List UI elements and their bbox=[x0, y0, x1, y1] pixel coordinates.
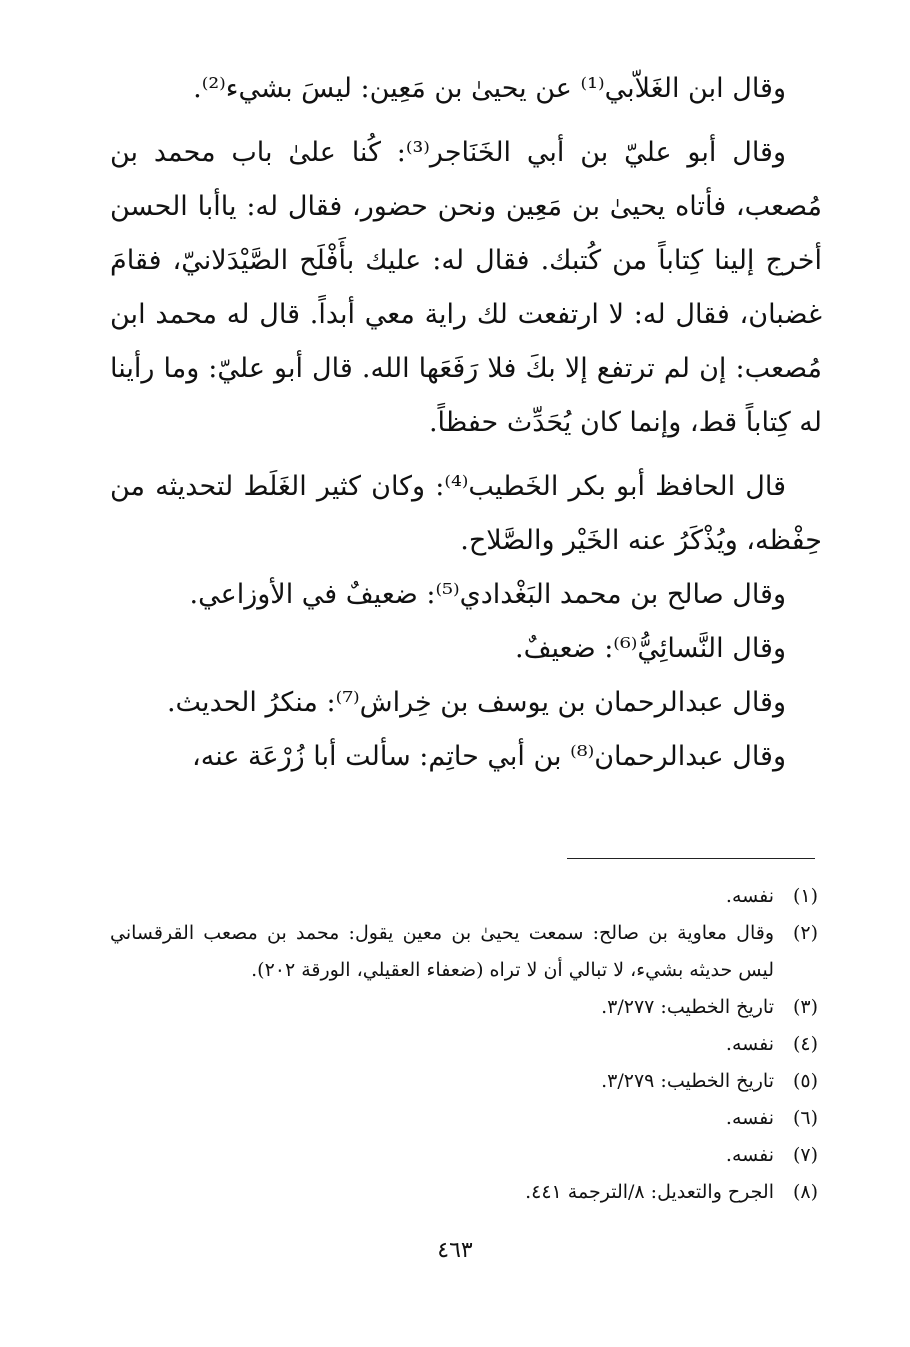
footnote-8 bbox=[110, 1174, 818, 1211]
paragraph-1: وقال ابن الغَلاّبي⁽¹⁾ عن يحيىٰ بن مَعِين: ليسَ بشيء⁽²⁾. bbox=[193, 73, 786, 104]
footnote-text: الجرح والتعديل: ٨/الترجمة ٤٤١. bbox=[525, 1181, 774, 1203]
paragraph-5: وقال النَّسائِيُّ⁽⁶⁾: ضعيفٌ. bbox=[515, 633, 786, 664]
paragraph-6: وقال عبدالرحمان بن يوسف بن خِراش⁽⁷⁾: منكرُ الحديث. bbox=[166, 687, 786, 718]
footnote-number: (٦) bbox=[792, 1107, 818, 1129]
footnote-2 bbox=[110, 915, 818, 989]
paragraph-4: وقال صالح بن محمد البَغْدادي⁽⁵⁾: ضعيفٌ في الأوزاعي. bbox=[189, 579, 786, 610]
footnote-text: وقال معاوية بن صالح: سمعت يحيىٰ بن معين يقول: محمد بن مصعب القرقساني ليس حديثه بشيء، لا تبالي أن لا تراه (ضعفاء العقيلي، الورقة ٢٠٢). bbox=[110, 922, 774, 981]
footnote-number: (٢) bbox=[792, 922, 818, 944]
footnote-number: (٨) bbox=[792, 1181, 818, 1203]
footnotes bbox=[110, 878, 818, 1211]
footnote-3 bbox=[110, 989, 818, 1026]
footnote-text: نفسه. bbox=[725, 1107, 774, 1129]
footnote-number: (١) bbox=[792, 885, 818, 907]
footnote-text: نفسه. bbox=[725, 1033, 774, 1055]
footnote-text: تاريخ الخطيب: ٣/٢٧٩. bbox=[601, 1070, 774, 1092]
paragraph-2: وقال أبو عليّ بن أبي الخَنَاجر⁽³⁾: كُنا علىٰ باب محمد بن مُصعب، فأتاه يحيىٰ بن مَعِين ونحن حضور، فقال له: ياأبا الحسن أخرج إلينا كِتاباً من كُتبك. فقال له: عليك بأَفْلَح الصَّيْدَلانيّ، فقامَ غضبان، فقال له: لا ارتفعت لك راية معي أبداً. قال له محمد ابن مُصعب: إن لم ترتفع إلا بكَ فلا رَفَعَها الله. قال أبو عليّ: وما رأينا له كِتاباً قط، وإنما كان يُحَدِّث حفظاً. bbox=[110, 137, 822, 438]
main-text bbox=[110, 62, 822, 784]
footnote-text: نفسه. bbox=[725, 1144, 774, 1166]
footnote-text: نفسه. bbox=[725, 885, 774, 907]
footnote-number: (٣) bbox=[792, 996, 818, 1018]
footnote-number: (٤) bbox=[792, 1033, 818, 1055]
footnote-text: تاريخ الخطيب: ٣/٢٧٧. bbox=[601, 996, 774, 1018]
footnote-7 bbox=[110, 1137, 818, 1174]
paragraph-3: قال الحافظ أبو بكر الخَطيب⁽⁴⁾: وكان كثير الغَلَط لتحديثه من حِفْظه، ويُذْكَرُ عنه الخَيْر والصَّلاح. bbox=[110, 471, 822, 556]
footnote-5 bbox=[110, 1063, 818, 1100]
footnote-separator bbox=[567, 858, 815, 859]
page-number: ٤٦٣ bbox=[437, 1238, 473, 1263]
footnote-number: (٥) bbox=[792, 1070, 818, 1092]
footnote-1 bbox=[110, 878, 818, 915]
footnote-6 bbox=[110, 1100, 818, 1137]
paragraph-7: وقال عبدالرحمان⁽⁸⁾ بن أبي حاتِم: سألت أبا زُرْعَة عنه، bbox=[192, 741, 786, 772]
footnote-4 bbox=[110, 1026, 818, 1063]
footnote-number: (٧) bbox=[792, 1144, 818, 1166]
